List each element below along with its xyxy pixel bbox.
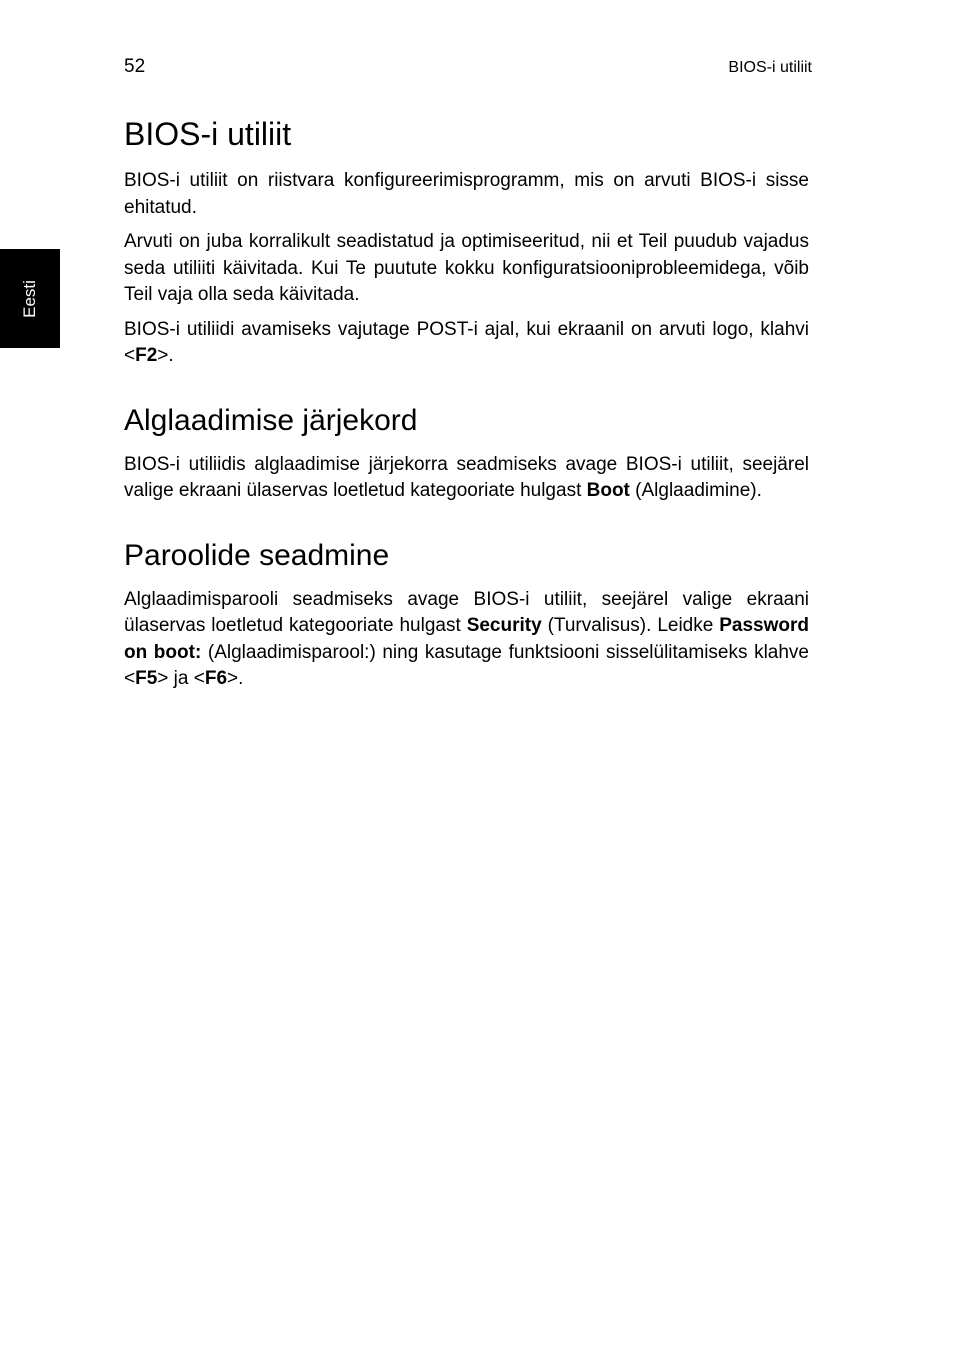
paragraph-bios-config: Arvuti on juba korralikult seadistatud ja optimiseeritud, nii et Teil puudub vajadus seda utiliiti käivitada. Kui Te puutute kokku konfiguratsiooniprobleemidega, võib Teil vaja olla seda käivitada. [124,231,809,305]
text-segment: >. [227,668,244,689]
key-f2: F2 [135,345,158,366]
page-content [124,114,809,701]
section-title-boot-order: Alglaadimise järjekord [124,403,418,437]
page-number: 52 [124,56,146,77]
key-f5: F5 [135,668,158,689]
menu-term-password-on-boot: Password on boot: [124,615,809,663]
paragraph-bios-intro: BIOS-i utiliit on riistvara konfigureerimisprogramm, mis on arvuti BIOS-i sisse ehitatud. [124,170,809,218]
text-segment: (Alglaadimine). [629,480,762,501]
text-segment: BIOS-i utiliidi avamiseks vajutage POST-i ajal, kui ekraanil on arvuti logo, klahvi < [124,318,809,366]
text-segment: Alglaadimisparooli seadmiseks avage BIOS-i utiliit, seejärel valige ekraani ülaservas loetletud kategooriate hulgast [124,588,809,636]
text-segment: > ja < [157,668,205,689]
section-title-bios-utility: BIOS-i utiliit [124,116,292,152]
text-segment: BIOS-i utiliidis alglaadimise järjekorra seadmiseks avage BIOS-i utiliit, seejärel valige ekraani ülaservas loetletud kategooriate hulgast [124,453,809,501]
text-segment: (Turvalisus). Leidke [541,615,720,636]
menu-term-boot: Boot [586,480,630,501]
language-tab-label: Eesti [20,280,39,318]
text-segment: (Alglaadimisparool:) ning kasutage funktsiooni sisselülitamiseks klahve < [124,641,809,689]
key-f6: F6 [204,668,228,689]
section-title-passwords: Paroolide seadmine [124,538,390,572]
menu-term-security: Security [466,615,542,636]
paragraph-bios-open [124,317,809,370]
section-boot-order [124,402,809,505]
text-segment: >. [157,345,174,366]
language-tab [0,249,60,348]
section-bios-utility [124,114,809,370]
paragraph-passwords [124,587,809,693]
running-header: BIOS-i utiliit [728,59,812,76]
section-passwords [124,537,809,693]
paragraph-boot-order [124,452,809,505]
